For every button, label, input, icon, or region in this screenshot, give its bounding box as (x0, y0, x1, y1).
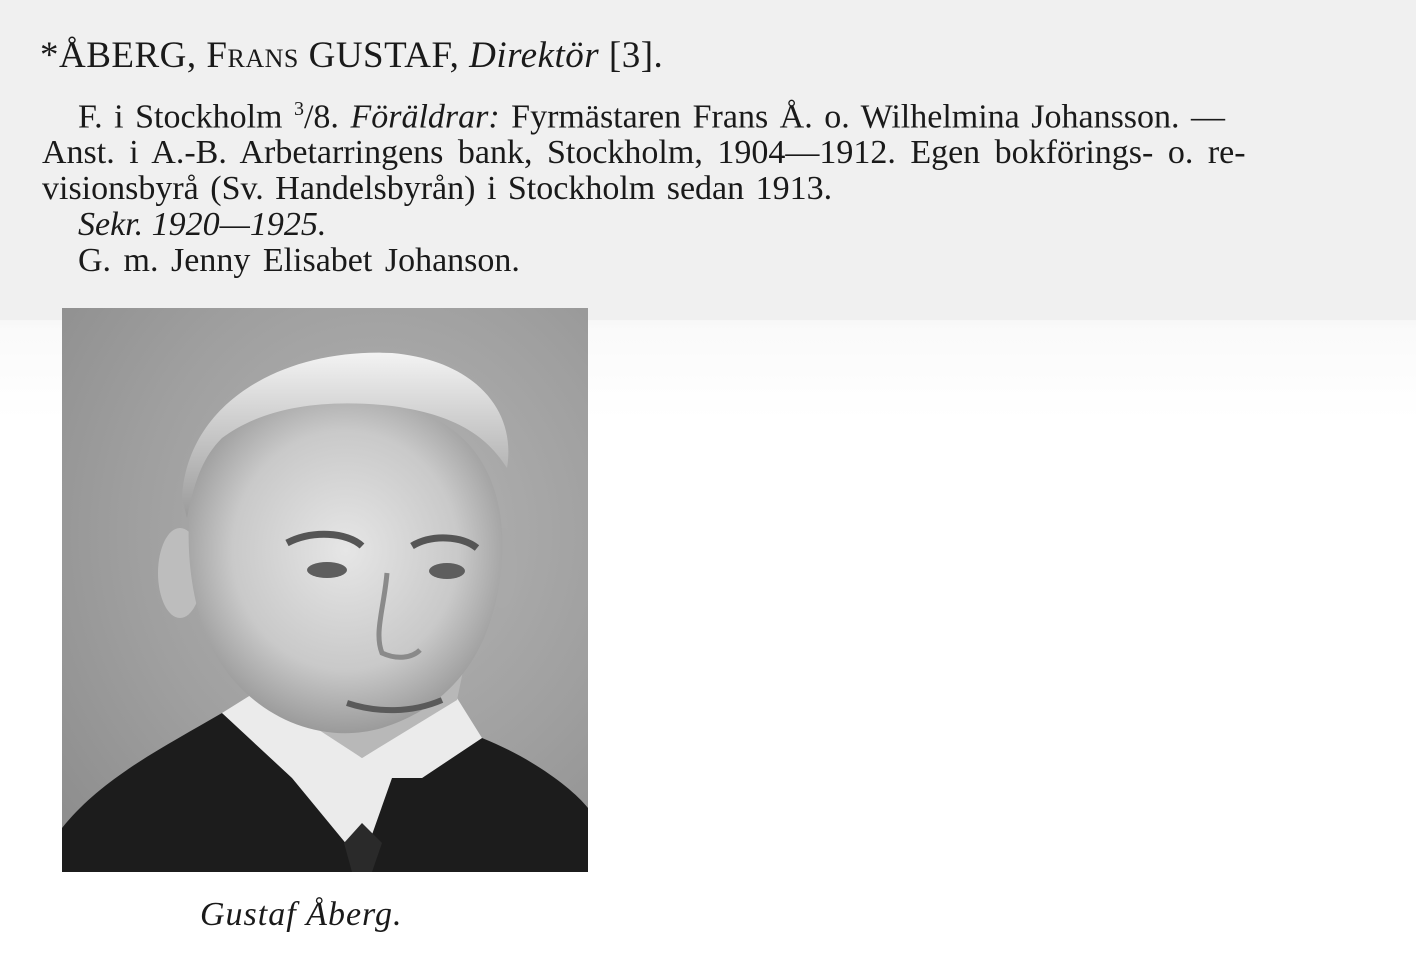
portrait-caption: Gustaf Åberg. (200, 896, 403, 933)
marriage-line: G. m. Jenny Elisabet Johanson. (78, 242, 520, 279)
birth-line: F. i Stockholm $^3$/8. Föräldrar: Fyrmästaren Frans Å. o. Wilhelmina Johansson. — (78, 98, 1226, 136)
birth-month: /8. (303, 98, 351, 136)
career-line-1: Anst. i A.-B. Arbetarringens bank, Stockholm, 1904—1912. Egen bokförings- o. re- (42, 134, 1246, 171)
secretary-line: Sekr. 1920—1925. (78, 206, 327, 243)
reference-number: [3]. (599, 35, 664, 76)
occupation-title: Direktör (469, 35, 600, 76)
middle-name: GUSTAF, (298, 35, 470, 76)
parents-label: Föräldrar: (350, 98, 500, 136)
biography-entry (0, 0, 1416, 320)
parents-text: Fyrmästaren Frans Å. o. Wilhelmina Johansson. — (499, 98, 1226, 136)
entry-heading (40, 34, 663, 77)
career-line-2: visionsbyrå (Sv. Handelsbyrån) i Stockholm sedan 1913. (42, 170, 833, 207)
surname: *ÅBERG, (40, 35, 207, 76)
birth-day: 3 (293, 98, 304, 120)
first-name: Frans (206, 35, 299, 76)
portrait-photo (62, 308, 588, 872)
portrait-illustration (62, 308, 588, 872)
